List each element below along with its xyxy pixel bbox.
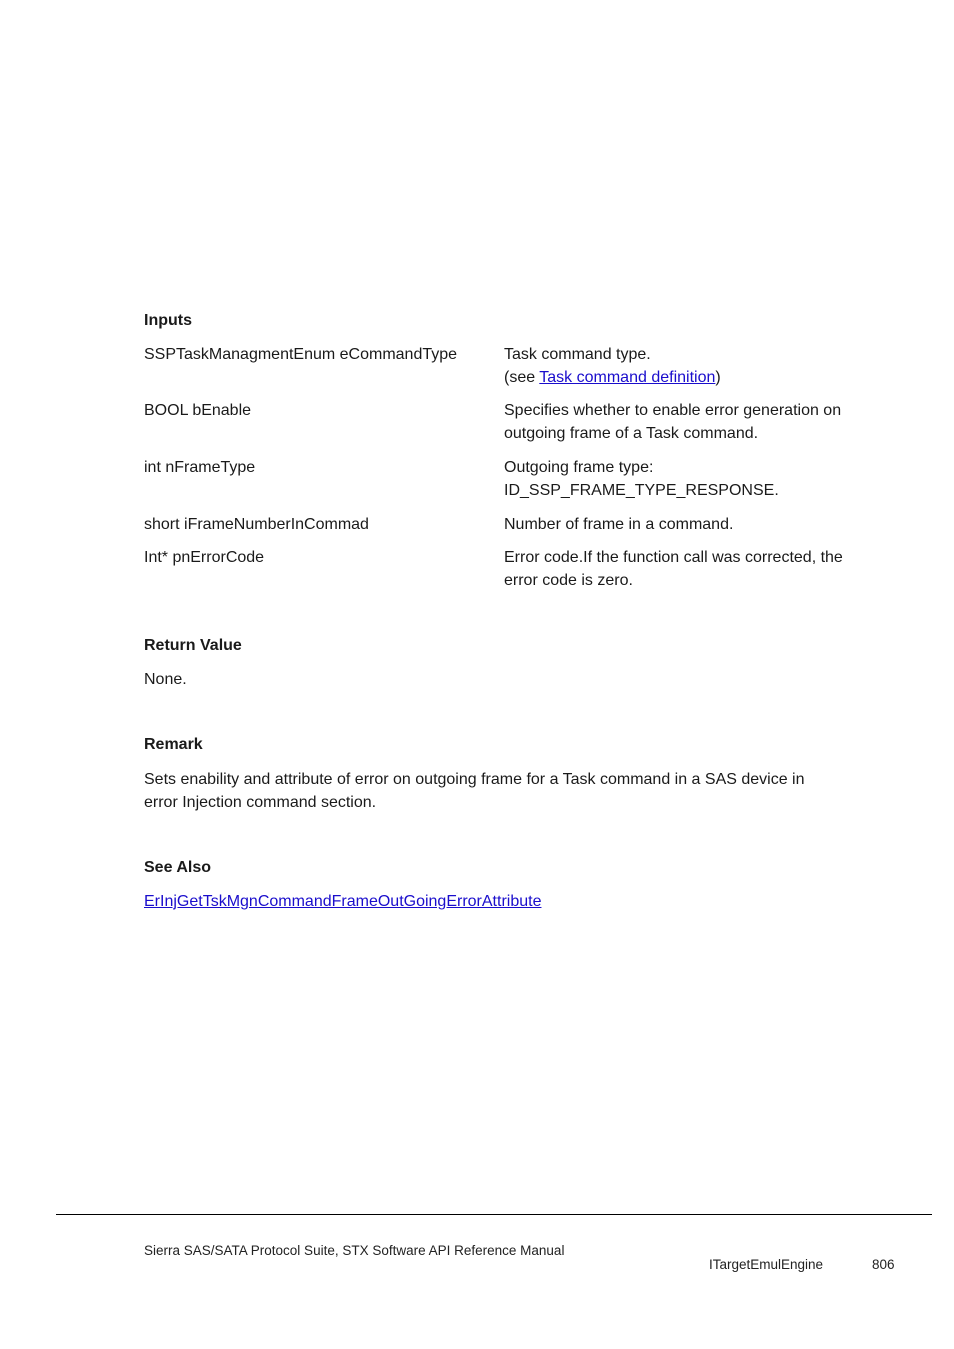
see-also-heading: See Also: [144, 859, 211, 876]
remark-text: [144, 768, 904, 814]
param-desc-frame-number: [504, 513, 904, 536]
param-desc-see-line: [504, 366, 904, 389]
param-name-frame-type: int nFrameType: [144, 459, 256, 476]
param-name-error-code: Int* pnErrorCode: [144, 549, 265, 566]
param-desc-command-type: [504, 343, 904, 389]
param-desc-line: Task command type.: [504, 346, 651, 363]
remark-line: Sets enability and attribute of error on outgoing frame for a Task command in a SAS device in: [144, 771, 805, 788]
param-name-enable: BOOL bEnable: [144, 402, 252, 419]
see-also-line: [144, 890, 541, 913]
param-name-frame-number: short iFrameNumberInCommad: [144, 516, 369, 533]
param-desc-line: Number of frame in a command.: [504, 516, 734, 533]
footer-page-number: 806: [872, 1257, 895, 1272]
see-also-link[interactable]: ErInjGetTskMgnCommandFrameOutGoingErrorAttribute: [144, 893, 542, 910]
param-desc-frame-type: [504, 456, 904, 502]
param-desc-enable: [504, 399, 904, 445]
param-name-command-type: SSPTaskManagmentEnum eCommandType: [144, 346, 458, 363]
return-value-heading: Return Value: [144, 637, 242, 654]
param-desc-line: Specifies whether to enable error generation on: [504, 402, 842, 419]
footer-manual-title: Sierra SAS/SATA Protocol Suite, STX Software API Reference Manual: [144, 1243, 565, 1258]
inputs-heading: Inputs: [144, 312, 192, 329]
see-prefix: (see: [504, 369, 540, 386]
remark-line: error Injection command section.: [144, 794, 377, 811]
param-desc-line: Outgoing frame type:: [504, 459, 654, 476]
footer-divider: [56, 1214, 932, 1215]
see-suffix: ): [715, 369, 721, 386]
param-desc-line: ID_SSP_FRAME_TYPE_RESPONSE.: [504, 482, 779, 499]
return-value-text: None.: [144, 671, 187, 688]
param-desc-line: Error code.If the function call was corrected, the: [504, 549, 843, 566]
task-command-definition-link[interactable]: Task command definition: [539, 369, 716, 386]
param-desc-line: outgoing frame of a Task command.: [504, 425, 759, 442]
param-desc-error-code: [504, 546, 904, 592]
remark-heading: Remark: [144, 736, 203, 753]
param-desc-line: error code is zero.: [504, 572, 633, 589]
footer-section-name: ITargetEmulEngine: [709, 1257, 824, 1272]
